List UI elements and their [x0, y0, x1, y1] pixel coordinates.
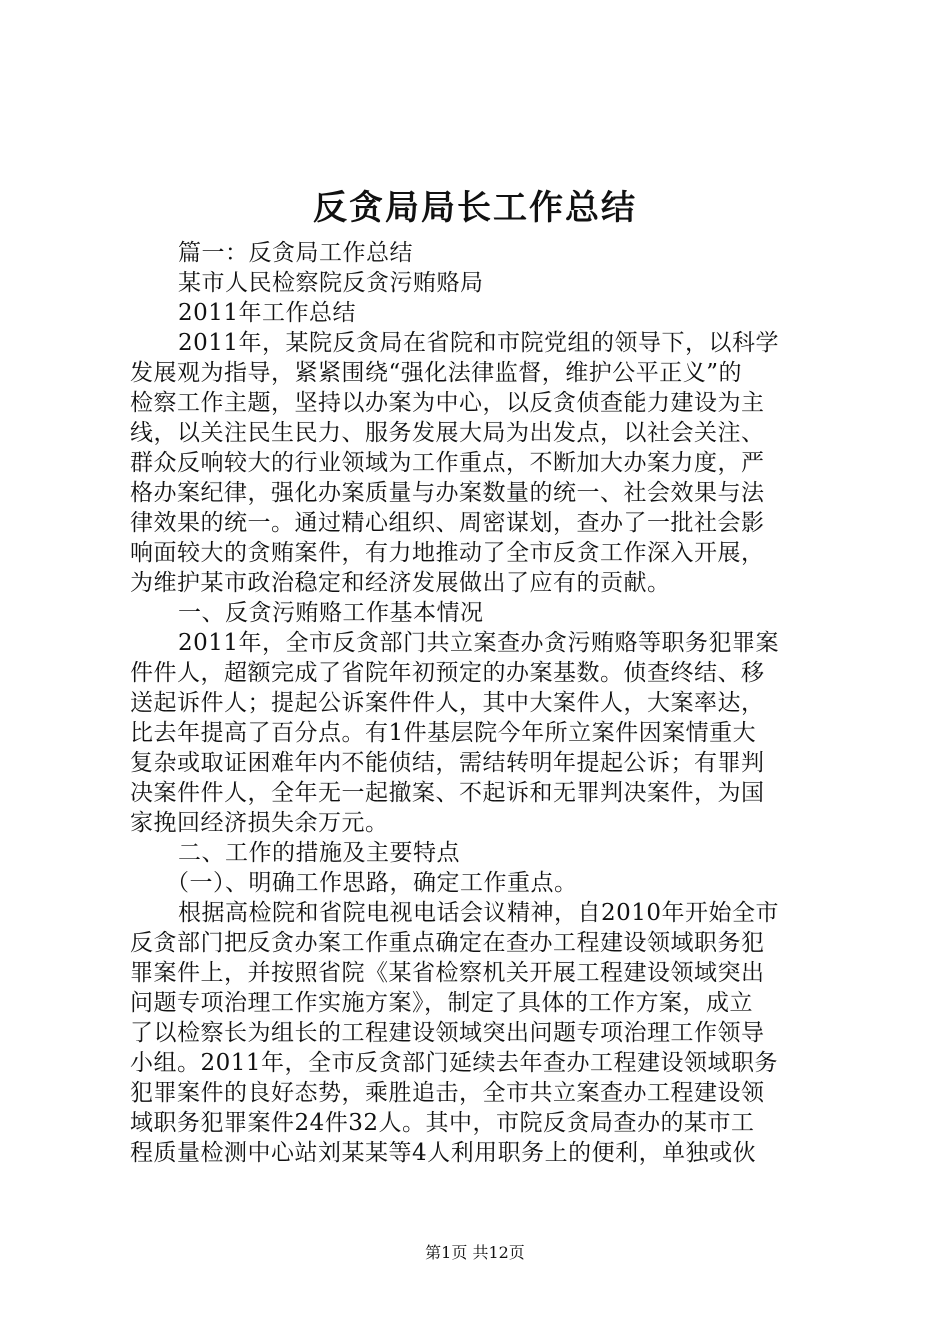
text-line: 反贪部门把反贪办案工作重点确定在查办工程建设领域职务犯	[130, 930, 765, 956]
text-line: 小组。2011年，全市反贪部门延续去年查办工程建设领域职务	[130, 1050, 779, 1076]
org-name: 某市人民检察院反贪污贿赂局	[178, 270, 484, 296]
document-body	[130, 238, 830, 1168]
text-line: 罪案件上，并按照省院《某省检察机关开展工程建设领域突出	[130, 960, 765, 986]
text-line: 问题专项治理工作实施方案》，制定了具体的工作方案，成立	[130, 990, 753, 1016]
text-line: 2011年，某院反贪局在省院和市院党组的领导下，以科学	[178, 330, 780, 356]
text-line: 域职务犯罪案件24件32人。其中，市院反贪局查办的某市工	[130, 1110, 755, 1136]
document-title: 反贪局局长工作总结	[313, 188, 637, 228]
section-heading: 一、反贪污贿赂工作基本情况	[178, 600, 484, 626]
text-line: 比去年提高了百分点。有1件基层院今年所立案件因案情重大	[130, 720, 757, 746]
text-line: 程质量检测中心站刘某某等4人利用职务上的便利，单独或伙	[130, 1140, 757, 1166]
section-heading: 篇一：反贪局工作总结	[178, 240, 413, 266]
text-line: 复杂或取证困难年内不能侦结，需结转明年提起公诉；有罪判	[130, 750, 765, 776]
text-line: 了以检察长为组长的工程建设领域突出问题专项治理工作领导	[130, 1020, 765, 1046]
text-line: 犯罪案件的良好态势，乘胜追击，全市共立案查办工程建设领	[130, 1080, 765, 1106]
subsection-heading: （一）、明确工作思路，确定工作重点。	[166, 870, 578, 896]
text-line: 决案件件人，全年无一起撤案、不起诉和无罪判决案件，为国	[130, 780, 765, 806]
section-heading: 二、工作的措施及主要特点	[178, 840, 460, 866]
text-line: 送起诉件人；提起公诉案件件人，其中大案件人，大案率达，	[130, 690, 765, 716]
page-footer: 第1页 共12页	[425, 1243, 525, 1262]
text-line: 群众反响较大的行业领域为工作重点，不断加大办案力度，严	[130, 450, 765, 476]
text-line: 件件人，超额完成了省院年初预定的办案基数。侦查终结、移	[130, 660, 765, 686]
subtitle: 2011年工作总结	[178, 300, 357, 326]
text-line: 家挽回经济损失余万元。	[130, 810, 389, 836]
text-line: 线，以关注民生民力、服务发展大局为出发点，以社会关注、	[130, 420, 765, 446]
text-line: 格办案纪律，强化办案质量与办案数量的统一、社会效果与法	[130, 480, 765, 506]
text-line: 2011年，全市反贪部门共立案查办贪污贿赂等职务犯罪案	[178, 630, 780, 656]
text-line: 响面较大的贪贿案件，有力地推动了全市反贪工作深入开展，	[130, 540, 765, 566]
text-line: 根据高检院和省院电视电话会议精神，自2010年开始全市	[178, 900, 780, 926]
text-line: 发展观为指导，紧紧围绕“强化法律监督，维护公平正义”的	[130, 360, 743, 386]
text-line: 为维护某市政治稳定和经济发展做出了应有的贡献。	[130, 570, 671, 596]
text-line: 检察工作主题，坚持以办案为中心，以反贪侦查能力建设为主	[130, 390, 765, 416]
text-line: 律效果的统一。通过精心组织、周密谋划，查办了一批社会影	[130, 510, 765, 536]
